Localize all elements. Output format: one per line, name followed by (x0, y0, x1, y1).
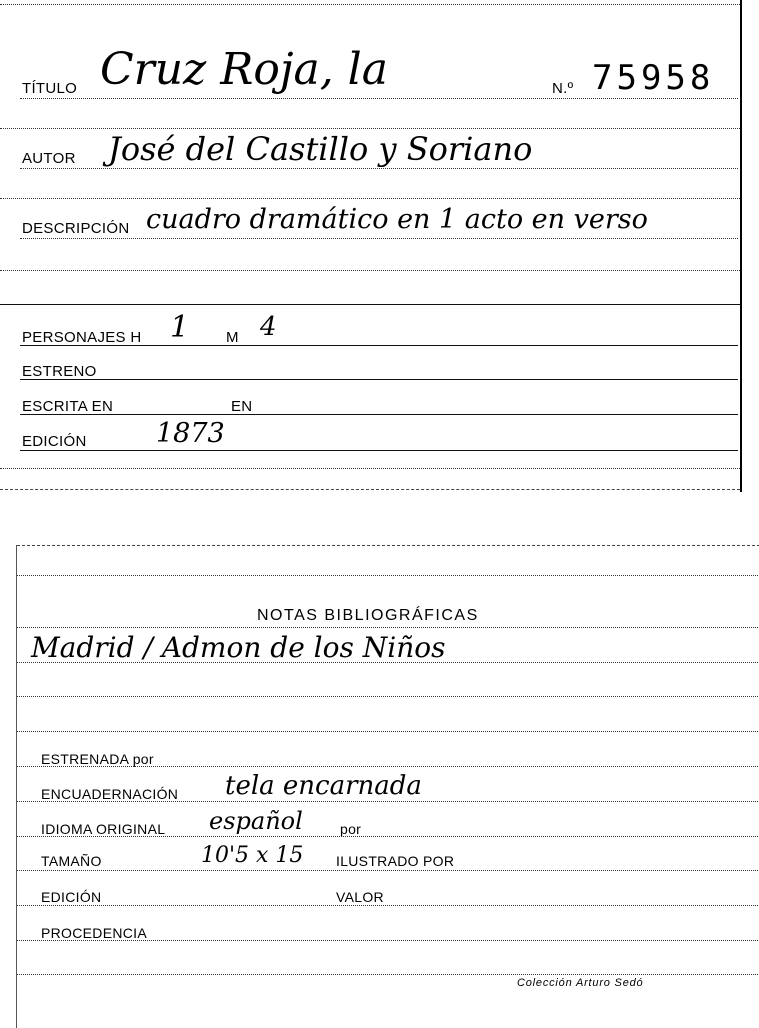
idioma-label: IDIOMA ORIGINAL (41, 821, 166, 837)
descripcion-value: cuadro dramático en 1 acto en verso (146, 204, 648, 235)
estrenada-label: ESTRENADA por (41, 751, 154, 767)
escrita-label: ESCRITA EN (22, 398, 114, 415)
rule (17, 627, 759, 628)
rule (17, 905, 759, 906)
numero-value: 75958 (592, 58, 715, 98)
rule (17, 801, 759, 802)
edicion-label: EDICIÓN (22, 433, 87, 450)
procedencia-label: PROCEDENCIA (41, 925, 147, 941)
edicion-value: 1873 (156, 418, 225, 449)
rule (17, 731, 759, 732)
tamano-value: 10'5 x 15 (201, 843, 304, 868)
ilustrado-label: ILUSTRADO POR (336, 853, 455, 869)
catalog-card-back (16, 545, 759, 1028)
rule (17, 974, 759, 975)
bottom-edge (0, 489, 740, 490)
encuadernacion-value: tela encarnada (225, 771, 422, 801)
rule (17, 836, 759, 837)
rule (17, 575, 759, 576)
numero-label: N.º (552, 80, 574, 97)
rule (17, 870, 759, 871)
personajes-m-value: 4 (260, 312, 277, 342)
rule (0, 128, 740, 129)
rule (0, 304, 740, 305)
notas-heading: NOTAS BIBLIOGRÁFICAS (257, 607, 479, 624)
edicion-back-label: EDICIÓN (41, 889, 102, 905)
autor-value: José del Castillo y Soriano (108, 130, 533, 168)
titulo-value: Cruz Roja, la (100, 44, 388, 95)
valor-label: VALOR (336, 889, 384, 905)
idioma-value: español (209, 807, 303, 835)
personajes-line (20, 345, 738, 346)
estreno-line (20, 379, 738, 380)
titulo-line (20, 98, 738, 99)
rule (0, 198, 740, 199)
personajes-m-label: M (226, 329, 239, 346)
rule (17, 696, 759, 697)
descripcion-line (20, 238, 738, 239)
en-label: EN (231, 398, 253, 415)
rule (17, 662, 759, 663)
rule (0, 468, 740, 469)
rule (17, 766, 759, 767)
catalog-card-front (0, 0, 742, 492)
tamano-label: TAMAÑO (41, 853, 102, 869)
rule (17, 940, 759, 941)
autor-label: AUTOR (22, 150, 76, 167)
top-edge (17, 545, 759, 546)
notas-value: Madrid / Admon de los Niños (31, 631, 446, 664)
personajes-label: PERSONAJES H (22, 329, 142, 346)
edicion-line (20, 450, 738, 451)
coleccion-label: Colección Arturo Sedó (517, 977, 644, 989)
estreno-label: ESTRENO (22, 363, 97, 380)
rule (0, 270, 740, 271)
por-label: por (340, 821, 362, 837)
titulo-label: TÍTULO (22, 80, 78, 97)
descripcion-label: DESCRIPCIÓN (22, 220, 130, 237)
personajes-h-value: 1 (170, 310, 190, 345)
encuadernacion-label: ENCUADERNACIÓN (41, 786, 179, 802)
autor-line (20, 168, 738, 169)
escrita-line (20, 414, 738, 415)
top-edge (0, 4, 740, 5)
